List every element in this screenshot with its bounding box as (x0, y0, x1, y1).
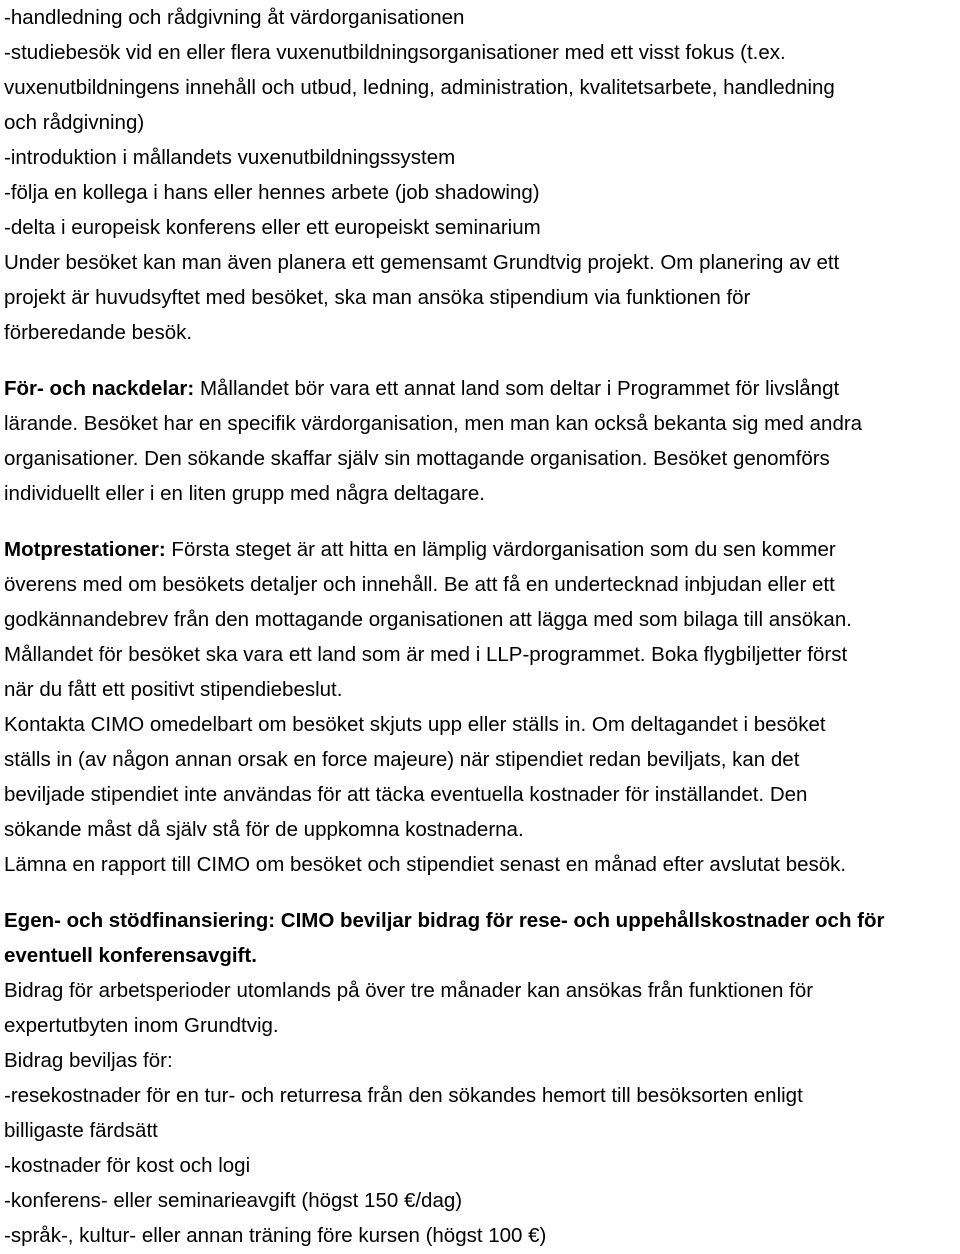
text-line: sökande måst då själv stå för de uppkomna kostnaderna. (4, 818, 524, 841)
intro-section (4, 0, 956, 350)
text-line: -kostnader för kost och logi (4, 1154, 251, 1177)
funding-heading: Egen- och stödfinansiering: CIMO beviljar bidrag för rese- och uppehållskostnader och för (4, 909, 885, 932)
pros-cons-heading: För- och nackdelar: (4, 377, 195, 400)
text-line: Bidrag för arbetsperioder utomlands på över tre månader kan ansökas från funktionen för (4, 979, 814, 1002)
text-line: organisationer. Den sökande skaffar själv sin mottagande organisation. Besöket genomförs (4, 447, 830, 470)
funding-heading: eventuell konferensavgift. (4, 944, 257, 967)
text-line: -delta i europeisk konferens eller ett europeiskt seminarium (4, 216, 541, 239)
text-line: när du fått ett positivt stipendiebeslut. (4, 678, 343, 701)
text-line: projekt är huvudsyftet med besöket, ska man ansöka stipendium via funktionen för (4, 286, 751, 309)
obligations-first-line (4, 532, 956, 567)
text-line: överens med om besökets detaljer och innehåll. Be att få en undertecknad inbjudan eller ett (4, 573, 835, 596)
text-line: förberedande besök. (4, 321, 193, 344)
text-line: Under besöket kan man även planera ett gemensamt Grundtvig projekt. Om planering av ett (4, 251, 840, 274)
text-line: -följa en kollega i hans eller hennes arbete (job shadowing) (4, 181, 540, 204)
text-line: Lämna en rapport till CIMO om besöket och stipendiet senast en månad efter avslutat besök. (4, 853, 847, 876)
text-line: Bidrag beviljas för: (4, 1049, 173, 1072)
text-line: lärande. Besöket har en specifik värdorganisation, men man kan också bekanta sig med andra (4, 412, 863, 435)
paragraph-gap (4, 350, 956, 371)
document-page (4, 0, 956, 1253)
text-line: individuellt eller i en liten grupp med några deltagare. (4, 482, 485, 505)
text-line: och rådgivning) (4, 111, 145, 134)
paragraph-gap (4, 882, 956, 903)
text-line: godkännandebrev från den mottagande organisationen att lägga med som bilaga till ansökan. (4, 608, 852, 631)
text-line: vuxenutbildningens innehåll och utbud, ledning, administration, kvalitetsarbete, handledning (4, 76, 835, 99)
obligations-heading: Motprestationer: (4, 538, 166, 561)
pros-cons-text: Mållandet bör vara ett annat land som deltar i Programmet för livslångt (194, 377, 840, 400)
pros-cons-first-line (4, 371, 956, 406)
text-line: -studiebesök vid en eller flera vuxenutbildningsorganisationer med ett visst fokus (t.ex. (4, 41, 786, 64)
text-line: billigaste färdsätt (4, 1119, 158, 1142)
text-line: Mållandet för besöket ska vara ett land som är med i LLP-programmet. Boka flygbiljetter först (4, 643, 848, 666)
funding-section (4, 903, 956, 1253)
text-line: -språk-, kultur- eller annan träning före kursen (högst 100 €) (4, 1224, 547, 1247)
paragraph-gap (4, 511, 956, 532)
text-line: ställs in (av någon annan orsak en force majeure) när stipendiet redan beviljats, kan det (4, 748, 800, 771)
text-line: -konferens- eller seminarieavgift (högst 150 €/dag) (4, 1189, 463, 1212)
obligations-text: Första steget är att hitta en lämplig värdorganisation som du sen kommer (165, 538, 836, 561)
text-line: beviljade stipendiet inte användas för att täcka eventuella kostnader för inställandet. Den (4, 783, 808, 806)
text-line: Kontakta CIMO omedelbart om besöket skjuts upp eller ställs in. Om deltagandet i besöket (4, 713, 826, 736)
text-line: -handledning och rådgivning åt värdorganisationen (4, 6, 465, 29)
obligations-section (4, 532, 956, 882)
text-line: -resekostnader för en tur- och returresa från den sökandes hemort till besöksorten enligt (4, 1084, 803, 1107)
text-line: -introduktion i mållandets vuxenutbildningssystem (4, 146, 456, 169)
text-line: expertutbyten inom Grundtvig. (4, 1014, 279, 1037)
pros-cons-section (4, 371, 956, 511)
